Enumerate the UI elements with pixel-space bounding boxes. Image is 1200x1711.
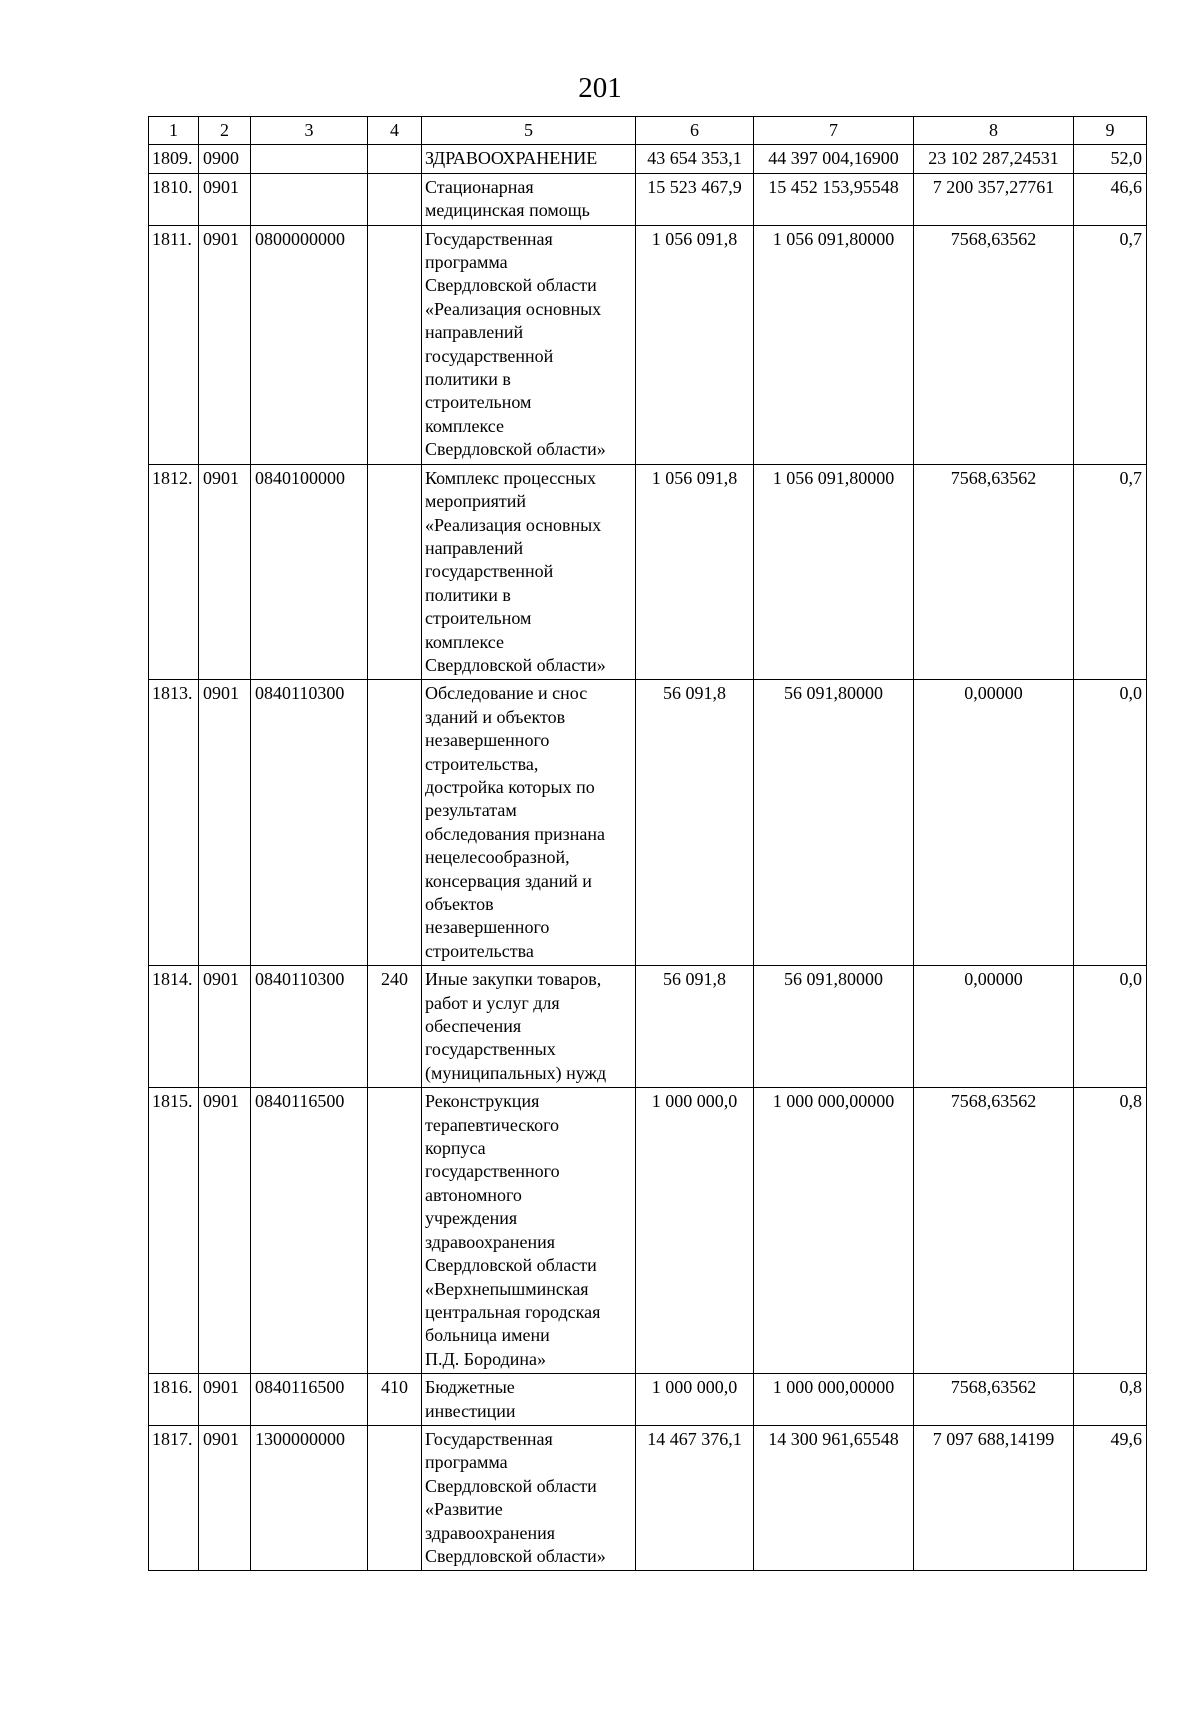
- expense-type-code: [368, 1088, 422, 1374]
- table-row: [149, 966, 1147, 1088]
- item-name: Обследование и снос зданий и объектов незавершенного строительства, достройка которых по результатам обследования признана нецелесообразной, консервация зданий и объектов незавершенного строительства: [422, 680, 636, 966]
- table-row: [149, 173, 1147, 225]
- section-code: 0901: [199, 1374, 251, 1426]
- target-article-code: 0840110300: [251, 966, 368, 1088]
- amount-executed: 7568,63562: [914, 1088, 1074, 1374]
- table-row: [149, 464, 1147, 680]
- execution-percent: 0,0: [1074, 680, 1147, 966]
- target-article-code: 0840116500: [251, 1374, 368, 1426]
- target-article-code: 0840100000: [251, 464, 368, 680]
- amount-executed: 7 200 357,27761: [914, 173, 1074, 225]
- table-row: [149, 680, 1147, 966]
- target-article-code: 1300000000: [251, 1425, 368, 1570]
- execution-percent: 46,6: [1074, 173, 1147, 225]
- execution-percent: 0,7: [1074, 464, 1147, 680]
- amount-executed: 7 097 688,14199: [914, 1425, 1074, 1570]
- table-body: [149, 145, 1147, 1571]
- table-row: [149, 1088, 1147, 1374]
- target-article-code: 0840110300: [251, 680, 368, 966]
- column-header: 5: [422, 117, 636, 145]
- amount-refined: 56 091,80000: [754, 966, 914, 1088]
- amount-approved: 56 091,8: [636, 680, 754, 966]
- column-header: 8: [914, 117, 1074, 145]
- row-number: 1817.: [149, 1425, 199, 1570]
- column-header: 2: [199, 117, 251, 145]
- amount-refined: 14 300 961,65548: [754, 1425, 914, 1570]
- amount-executed: 0,00000: [914, 680, 1074, 966]
- amount-refined: 44 397 004,16900: [754, 145, 914, 173]
- target-article-code: [251, 173, 368, 225]
- execution-percent: 0,8: [1074, 1088, 1147, 1374]
- section-code: 0901: [199, 1088, 251, 1374]
- column-header: 1: [149, 117, 199, 145]
- expense-type-code: [368, 145, 422, 173]
- expense-type-code: [368, 1425, 422, 1570]
- expense-type-code: 410: [368, 1374, 422, 1426]
- column-header: 6: [636, 117, 754, 145]
- row-number: 1810.: [149, 173, 199, 225]
- table-row: [149, 225, 1147, 464]
- row-number: 1813.: [149, 680, 199, 966]
- expense-type-code: [368, 680, 422, 966]
- execution-percent: 49,6: [1074, 1425, 1147, 1570]
- execution-percent: 0,0: [1074, 966, 1147, 1088]
- expense-type-code: [368, 464, 422, 680]
- section-code: 0900: [199, 145, 251, 173]
- section-code: 0901: [199, 966, 251, 1088]
- item-name: Реконструкция терапевтического корпуса государственного автономного учреждения здравоохранения Свердловской области «Верхнепышминская центральная городская больница имени П.Д. Бородина»: [422, 1088, 636, 1374]
- amount-approved: 1 000 000,0: [636, 1374, 754, 1426]
- section-code: 0901: [199, 464, 251, 680]
- execution-percent: 0,7: [1074, 225, 1147, 464]
- item-name: Государственная программа Свердловской области «Развитие здравоохранения Свердловской области»: [422, 1425, 636, 1570]
- amount-executed: 7568,63562: [914, 225, 1074, 464]
- amount-refined: 56 091,80000: [754, 680, 914, 966]
- item-name: Государственная программа Свердловской области «Реализация основных направлений государственной политики в строительном комплексе Свердловской области»: [422, 225, 636, 464]
- row-number: 1812.: [149, 464, 199, 680]
- execution-percent: 52,0: [1074, 145, 1147, 173]
- column-header: 9: [1074, 117, 1147, 145]
- item-name: Бюджетные инвестиции: [422, 1374, 636, 1426]
- amount-executed: 0,00000: [914, 966, 1074, 1088]
- column-header: 7: [754, 117, 914, 145]
- page-number: 201: [578, 72, 622, 104]
- item-name: ЗДРАВООХРАНЕНИЕ: [422, 145, 636, 173]
- column-header: 4: [368, 117, 422, 145]
- expense-type-code: [368, 173, 422, 225]
- target-article-code: 0800000000: [251, 225, 368, 464]
- table-row: [149, 1425, 1147, 1570]
- item-name: Стационарная медицинская помощь: [422, 173, 636, 225]
- row-number: 1815.: [149, 1088, 199, 1374]
- amount-refined: 1 000 000,00000: [754, 1088, 914, 1374]
- section-code: 0901: [199, 1425, 251, 1570]
- target-article-code: [251, 145, 368, 173]
- execution-percent: 0,8: [1074, 1374, 1147, 1426]
- item-name: Иные закупки товаров, работ и услуг для обеспечения государственных (муниципальных) нужд: [422, 966, 636, 1088]
- amount-approved: 1 056 091,8: [636, 464, 754, 680]
- section-code: 0901: [199, 173, 251, 225]
- target-article-code: 0840116500: [251, 1088, 368, 1374]
- amount-approved: 15 523 467,9: [636, 173, 754, 225]
- amount-executed: 23 102 287,24531: [914, 145, 1074, 173]
- section-code: 0901: [199, 680, 251, 966]
- section-code: 0901: [199, 225, 251, 464]
- expense-type-code: [368, 225, 422, 464]
- column-number-row: [149, 117, 1147, 145]
- row-number: 1809.: [149, 145, 199, 173]
- column-header: 3: [251, 117, 368, 145]
- row-number: 1816.: [149, 1374, 199, 1426]
- amount-executed: 7568,63562: [914, 464, 1074, 680]
- amount-approved: 56 091,8: [636, 966, 754, 1088]
- row-number: 1811.: [149, 225, 199, 464]
- budget-table: [148, 116, 1147, 1571]
- amount-refined: 1 056 091,80000: [754, 464, 914, 680]
- amount-refined: 1 056 091,80000: [754, 225, 914, 464]
- amount-approved: 14 467 376,1: [636, 1425, 754, 1570]
- expense-type-code: 240: [368, 966, 422, 1088]
- table-row: [149, 1374, 1147, 1426]
- amount-approved: 43 654 353,1: [636, 145, 754, 173]
- amount-refined: 1 000 000,00000: [754, 1374, 914, 1426]
- amount-executed: 7568,63562: [914, 1374, 1074, 1426]
- amount-approved: 1 056 091,8: [636, 225, 754, 464]
- amount-approved: 1 000 000,0: [636, 1088, 754, 1374]
- amount-refined: 15 452 153,95548: [754, 173, 914, 225]
- item-name: Комплекс процессных мероприятий «Реализация основных направлений государственной политики в строительном комплексе Свердловской области»: [422, 464, 636, 680]
- row-number: 1814.: [149, 966, 199, 1088]
- table-row: [149, 145, 1147, 173]
